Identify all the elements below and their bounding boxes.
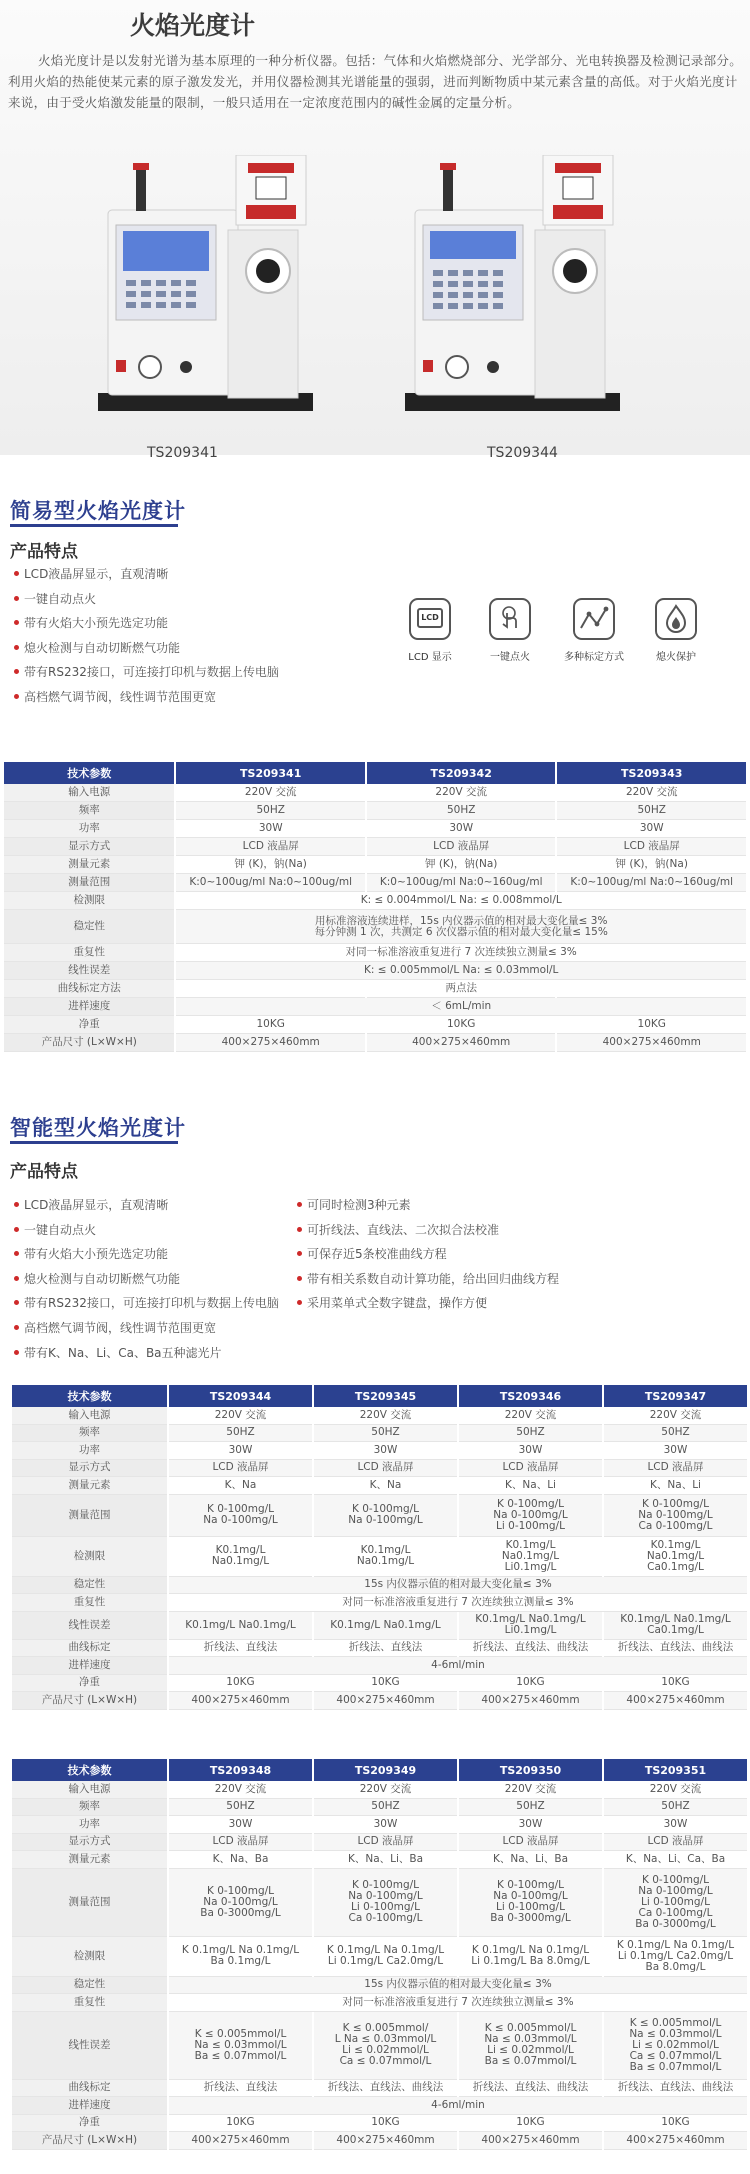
flame-icon xyxy=(655,598,697,640)
table-row xyxy=(12,1816,747,1834)
table-row-label: 频率 xyxy=(4,802,174,820)
table-row xyxy=(4,892,746,910)
table-cell: 220V 交流 xyxy=(314,1407,457,1425)
table-row xyxy=(4,944,746,962)
table-cell: 折线法、直线法、曲线法 xyxy=(314,2080,457,2098)
table-row xyxy=(12,2132,747,2150)
product-image-ts209341 xyxy=(88,155,328,425)
table-cell: 折线法、直线法、曲线法 xyxy=(459,1640,602,1658)
table-row-label: 测量范围 xyxy=(12,1869,167,1937)
table-cell: K、Na xyxy=(169,1477,312,1495)
table-cell: 折线法、直线法 xyxy=(314,1640,457,1658)
table-cell: 10KG xyxy=(604,2115,747,2133)
product-image-ts209344 xyxy=(395,155,635,425)
table-cell: 对同一标准溶液重复进行 7 次连续独立测量≤ 3% xyxy=(169,1594,747,1612)
feature-icon-flameout xyxy=(636,598,716,663)
table-row xyxy=(12,1460,747,1478)
product-label-1: TS209341 xyxy=(147,445,218,461)
table-cell: 50HZ xyxy=(169,1425,312,1443)
product-label-2: TS209344 xyxy=(487,445,558,461)
table-row xyxy=(12,1407,747,1425)
table-row-label: 重复性 xyxy=(12,1594,167,1612)
table-row-label: 线性误差 xyxy=(12,1612,167,1640)
table-row-label: 测量元素 xyxy=(12,1477,167,1495)
table-row-label: 显示方式 xyxy=(12,1460,167,1478)
intro-paragraph: 火焰光度计是以发射光谱为基本原理的一种分析仪器。包括：气体和火焰燃烧部分、光学部分、光电转换器及检测记录部分。利用火焰的热能使某元素的原子激发发光，并用仪器检测其光谱能量的强弱，进而判断物质中某元素含量的高低。对于火焰光度计来说，由于受火焰激发能量的限制，一般只适用在一定浓度范围内的碱性金属的定量分析。 xyxy=(8,53,743,110)
table-row-label: 显示方式 xyxy=(12,1834,167,1852)
table-cell: K 0-100mg/L Na 0-100mg/L Li 0-100mg/L xyxy=(459,1495,602,1537)
table-cell: 钾 (K)，钠(Na) xyxy=(557,856,746,874)
table-cell: 30W xyxy=(459,1816,602,1834)
table-row xyxy=(4,1034,746,1052)
table-row xyxy=(12,1577,747,1595)
feature-item: 带有火焰大小预先选定功能 xyxy=(12,1242,279,1267)
table-cell: LCD 液晶屏 xyxy=(169,1460,312,1478)
table-header-cell: TS209349 xyxy=(314,1759,457,1781)
table-cell: 50HZ xyxy=(459,1799,602,1817)
table-cell: 10KG xyxy=(604,1675,747,1693)
table-cell: 4-6ml/min xyxy=(169,2097,747,2115)
feature-item: 可保存近5条校准曲线方程 xyxy=(295,1242,559,1267)
table-cell: 400×275×460mm xyxy=(169,2132,312,2150)
table-cell: 10KG xyxy=(314,2115,457,2133)
table-row xyxy=(12,1869,747,1937)
table-header-cell: TS209347 xyxy=(604,1385,747,1407)
table-row xyxy=(4,910,746,944)
table-cell: 400×275×460mm xyxy=(169,1692,312,1710)
table-row-label: 净重 xyxy=(12,1675,167,1693)
table-row-label: 曲线标定 xyxy=(12,1640,167,1658)
feature-item: 熄火检测与自动切断燃气功能 xyxy=(12,636,279,661)
table-cell: K ≤ 0.005mmol/L Na ≤ 0.03mmol/L Ba ≤ 0.07mmol/L xyxy=(169,2012,312,2080)
table-row xyxy=(4,856,746,874)
table-cell: 10KG xyxy=(459,1675,602,1693)
table-cell: LCD 液晶屏 xyxy=(314,1460,457,1478)
table-cell: 10KG xyxy=(176,1016,365,1034)
table-row-label: 进样速度 xyxy=(12,2097,167,2115)
feature-item: 一键自动点火 xyxy=(12,587,279,612)
table-cell: 折线法、直线法、曲线法 xyxy=(459,2080,602,2098)
table-cell: 折线法、直线法 xyxy=(169,2080,312,2098)
feature-icon-ignite xyxy=(470,598,550,663)
table-cell: 400×275×460mm xyxy=(459,2132,602,2150)
table-cell: K:0~100ug/ml Na:0~160ug/ml xyxy=(557,874,746,892)
table-cell: 4-6ml/min xyxy=(169,1657,747,1675)
table-cell: K ≤ 0.005mmol/L Na ≤ 0.03mmol/L Li ≤ 0.02mmol/L Ca ≤ 0.07mmol/L Ba ≤ 0.07mmol/L xyxy=(604,2012,747,2080)
table-row-label: 检测限 xyxy=(12,1537,167,1577)
table-header-cell: TS209348 xyxy=(169,1759,312,1781)
table-cell: 50HZ xyxy=(557,802,746,820)
table-header-cell: TS209343 xyxy=(557,762,746,784)
feature-item: 带有火焰大小预先选定功能 xyxy=(12,611,279,636)
table-row xyxy=(4,980,746,998)
table-header-cell: TS209345 xyxy=(314,1385,457,1407)
page-title: 火焰光度计 xyxy=(130,11,256,40)
table-cell: K: ≤ 0.004mmol/L Na: ≤ 0.008mmol/L xyxy=(176,892,746,910)
intro-section xyxy=(0,0,750,461)
table-row-label: 频率 xyxy=(12,1799,167,1817)
table-cell: LCD 液晶屏 xyxy=(459,1460,602,1478)
table-cell: K0.1mg/L Na0.1mg/L Li0.1mg/L xyxy=(459,1537,602,1577)
table-row xyxy=(12,1675,747,1693)
table-cell: K: ≤ 0.005mmol/L Na: ≤ 0.03mmol/L xyxy=(176,962,746,980)
table-header-cell: 技术参数 xyxy=(12,1759,167,1781)
table-row-label: 产品尺寸 (L×W×H) xyxy=(4,1034,174,1052)
table-cell: 50HZ xyxy=(604,1799,747,1817)
feature-icon-calibration xyxy=(554,598,634,663)
table-cell: 50HZ xyxy=(604,1425,747,1443)
table-cell: K、Na、Li、Ba xyxy=(314,1851,457,1869)
table-cell: K0.1mg/L Na0.1mg/L Ca0.1mg/L xyxy=(604,1612,747,1640)
table-header-cell: TS209344 xyxy=(169,1385,312,1407)
table-cell: 10KG xyxy=(459,2115,602,2133)
table-row xyxy=(12,1612,747,1640)
table-header-cell: TS209351 xyxy=(604,1759,747,1781)
table-cell: 对同一标准溶液重复进行 7 次连续独立测量≤ 3% xyxy=(176,944,746,962)
table-row xyxy=(12,1477,747,1495)
table-cell: K 0.1mg/L Na 0.1mg/L Li 0.1mg/L Ca2.0mg/L xyxy=(314,1937,457,1977)
table-row xyxy=(12,2115,747,2133)
table-row-label: 产品尺寸 (L×W×H) xyxy=(12,1692,167,1710)
table-row-label: 功率 xyxy=(12,1442,167,1460)
table-cell: LCD 液晶屏 xyxy=(169,1834,312,1852)
table-header-cell: TS209341 xyxy=(176,762,365,784)
table-row xyxy=(12,1657,747,1675)
table-cell: 30W xyxy=(604,1442,747,1460)
table-cell: K ≤ 0.005mmol/L Na ≤ 0.03mmol/L Li ≤ 0.02mmol/L Ba ≤ 0.07mmol/L xyxy=(459,2012,602,2080)
table-row-label: 重复性 xyxy=(12,1994,167,2012)
icon-label: LCD 显示 xyxy=(408,652,452,663)
table-row-label: 进样速度 xyxy=(4,998,174,1016)
table-cell: 10KG xyxy=(169,2115,312,2133)
table-row xyxy=(4,784,746,802)
table-cell: 220V 交流 xyxy=(557,784,746,802)
feature-item: 带有RS232接口，可连接打印机与数据上传电脑 xyxy=(12,1291,279,1316)
table-cell: 400×275×460mm xyxy=(314,2132,457,2150)
table-cell: 折线法、直线法、曲线法 xyxy=(604,2080,747,2098)
table-cell: K:0~100ug/ml Na:0~100ug/ml xyxy=(176,874,365,892)
table-cell: 对同一标准溶液重复进行 7 次连续独立测量≤ 3% xyxy=(169,1994,747,2012)
table-row xyxy=(4,820,746,838)
table-cell: 30W xyxy=(169,1442,312,1460)
feature-item: 熄火检测与自动切断燃气功能 xyxy=(12,1267,279,1292)
table-row-label: 稳定性 xyxy=(12,1577,167,1595)
table-cell: K 0-100mg/L Na 0-100mg/L xyxy=(169,1495,312,1537)
table-row-label: 检测限 xyxy=(4,892,174,910)
table-cell: 220V 交流 xyxy=(169,1407,312,1425)
table-cell: 10KG xyxy=(169,1675,312,1693)
table-row-label: 输入电源 xyxy=(4,784,174,802)
spec-table-simple xyxy=(2,762,748,1052)
table-row-label: 稳定性 xyxy=(4,910,174,944)
table-cell: 30W xyxy=(314,1816,457,1834)
table-cell: K ≤ 0.005mmol/ L Na ≤ 0.03mmol/L Li ≤ 0.02mmol/L Ca ≤ 0.07mmol/L xyxy=(314,2012,457,2080)
table-cell: 15s 内仪器示值的相对最大变化量≤ 3% xyxy=(169,1977,747,1995)
table-cell: K 0-100mg/L Na 0-100mg/L Li 0-100mg/L Ca 0-100mg/L Ba 0-3000mg/L xyxy=(604,1869,747,1937)
table-cell: K:0~100ug/ml Na:0~160ug/ml xyxy=(367,874,556,892)
table-row-label: 测量元素 xyxy=(4,856,174,874)
table-row-label: 检测限 xyxy=(12,1937,167,1977)
table-cell: ＜ 6mL/min xyxy=(176,998,746,1016)
table-cell: 400×275×460mm xyxy=(367,1034,556,1052)
table-row-label: 测量元素 xyxy=(12,1851,167,1869)
table-row-label: 输入电源 xyxy=(12,1781,167,1799)
table-cell: K 0-100mg/L Na 0-100mg/L Li 0-100mg/L Ca 0-100mg/L xyxy=(314,1869,457,1937)
table-cell: 220V 交流 xyxy=(367,784,556,802)
table-row xyxy=(12,1799,747,1817)
table-row-label: 线性误差 xyxy=(4,962,174,980)
table-cell: 30W xyxy=(169,1816,312,1834)
table-cell: 折线法、直线法、曲线法 xyxy=(604,1640,747,1658)
table-cell: K、Na、Li xyxy=(459,1477,602,1495)
table-cell: LCD 液晶屏 xyxy=(604,1460,747,1478)
icon-label: 一键点火 xyxy=(490,652,530,663)
table-cell: 30W xyxy=(176,820,365,838)
table-row xyxy=(12,1851,747,1869)
table-cell: 10KG xyxy=(314,1675,457,1693)
features-title: 产品特点 xyxy=(10,1162,78,1182)
icon-label: 多种标定方式 xyxy=(564,652,624,663)
table-cell: 220V 交流 xyxy=(459,1407,602,1425)
table-header-cell: TS209346 xyxy=(459,1385,602,1407)
table-cell: LCD 液晶屏 xyxy=(459,1834,602,1852)
section-title-simple: 简易型火焰光度计 xyxy=(10,499,186,523)
section-underline xyxy=(10,524,178,527)
table-cell: 50HZ xyxy=(459,1425,602,1443)
table-row xyxy=(12,1442,747,1460)
table-cell: 220V 交流 xyxy=(169,1781,312,1799)
table-cell: 400×275×460mm xyxy=(176,1034,365,1052)
table-cell: K、Na、Li、Ca、Ba xyxy=(604,1851,747,1869)
table-row-label: 显示方式 xyxy=(4,838,174,856)
table-cell: 钾 (K)，钠(Na) xyxy=(176,856,365,874)
table-cell: 30W xyxy=(459,1442,602,1460)
feature-item: 带有K、Na、Li、Ca、Ba五种滤光片 xyxy=(12,1341,279,1366)
table-header-row xyxy=(12,1759,747,1781)
table-cell: K、Na xyxy=(314,1477,457,1495)
table-row xyxy=(12,2080,747,2098)
table-row xyxy=(12,1781,747,1799)
table-cell: 30W xyxy=(557,820,746,838)
table-cell: 220V 交流 xyxy=(604,1407,747,1425)
table-cell: K 0-100mg/L Na 0-100mg/L xyxy=(314,1495,457,1537)
feature-item: 高档燃气调节阀，线性调节范围更宽 xyxy=(12,685,279,710)
table-cell: 10KG xyxy=(367,1016,556,1034)
table-cell: K、Na、Li xyxy=(604,1477,747,1495)
table-header-cell: TS209342 xyxy=(367,762,556,784)
table-cell: 400×275×460mm xyxy=(604,2132,747,2150)
table-cell: 10KG xyxy=(557,1016,746,1034)
table-cell: K0.1mg/L Na0.1mg/L xyxy=(314,1537,457,1577)
features-title: 产品特点 xyxy=(10,542,78,562)
table-cell: 50HZ xyxy=(169,1799,312,1817)
table-cell: K0.1mg/L Na0.1mg/L xyxy=(169,1612,312,1640)
table-row-label: 频率 xyxy=(12,1425,167,1443)
table-row xyxy=(4,962,746,980)
table-header-row xyxy=(12,1385,747,1407)
table-row xyxy=(12,1594,747,1612)
table-cell: K 0.1mg/L Na 0.1mg/L Li 0.1mg/L Ba 8.0mg/L xyxy=(459,1937,602,1977)
table-cell: K0.1mg/L Na0.1mg/L Li0.1mg/L xyxy=(459,1612,602,1640)
section-title-smart: 智能型火焰光度计 xyxy=(10,1116,186,1140)
table-cell: 30W xyxy=(604,1816,747,1834)
touch-icon xyxy=(489,598,531,640)
table-row-label: 稳定性 xyxy=(12,1977,167,1995)
table-cell: 400×275×460mm xyxy=(314,1692,457,1710)
feature-item: LCD液晶屏显示，直观清晰 xyxy=(12,1193,279,1218)
table-cell: 30W xyxy=(367,820,556,838)
table-cell: K、Na、Ba xyxy=(169,1851,312,1869)
table-row xyxy=(12,1537,747,1577)
spec-table-smart-1 xyxy=(10,1385,749,1710)
table-row-label: 产品尺寸 (L×W×H) xyxy=(12,2132,167,2150)
feature-icons xyxy=(390,598,730,668)
table-cell: LCD 液晶屏 xyxy=(557,838,746,856)
table-cell: 15s 内仪器示值的相对最大变化量≤ 3% xyxy=(169,1577,747,1595)
table-cell: 50HZ xyxy=(176,802,365,820)
feature-item: 带有RS232接口，可连接打印机与数据上传电脑 xyxy=(12,660,279,685)
table-row xyxy=(4,802,746,820)
table-cell: K 0.1mg/L Na 0.1mg/L Li 0.1mg/L Ca2.0mg/L Ba 8.0mg/L xyxy=(604,1937,747,1977)
smart-feature-list-left xyxy=(12,1193,279,1365)
table-row xyxy=(12,2097,747,2115)
table-cell: 400×275×460mm xyxy=(459,1692,602,1710)
table-row xyxy=(12,1834,747,1852)
table-cell: 220V 交流 xyxy=(176,784,365,802)
table-cell: 折线法、直线法 xyxy=(169,1640,312,1658)
spec-table-smart-2 xyxy=(10,1759,749,2150)
table-cell: K0.1mg/L Na0.1mg/L Ca0.1mg/L xyxy=(604,1537,747,1577)
table-cell: 50HZ xyxy=(314,1425,457,1443)
table-cell: K 0.1mg/L Na 0.1mg/L Ba 0.1mg/L xyxy=(169,1937,312,1977)
table-row xyxy=(4,838,746,856)
table-cell: LCD 液晶屏 xyxy=(176,838,365,856)
table-row xyxy=(12,1495,747,1537)
table-cell: 220V 交流 xyxy=(314,1781,457,1799)
table-row xyxy=(12,1640,747,1658)
table-cell: K0.1mg/L Na0.1mg/L xyxy=(314,1612,457,1640)
table-row xyxy=(12,1977,747,1995)
feature-item: 一键自动点火 xyxy=(12,1218,279,1243)
table-cell: K、Na、Li、Ba xyxy=(459,1851,602,1869)
table-cell: 钾 (K)，钠(Na) xyxy=(367,856,556,874)
table-row-label: 功率 xyxy=(12,1816,167,1834)
lcd-icon: LCD xyxy=(409,598,451,640)
section-underline xyxy=(10,1141,178,1144)
feature-item: 带有相关系数自动计算功能，给出回归曲线方程 xyxy=(295,1267,559,1292)
table-row-label: 功率 xyxy=(4,820,174,838)
table-cell: LCD 液晶屏 xyxy=(604,1834,747,1852)
table-cell xyxy=(176,980,365,998)
feature-item: 可同时检测3种元素 xyxy=(295,1193,559,1218)
table-row-label: 曲线标定 xyxy=(12,2080,167,2098)
table-cell: 220V 交流 xyxy=(604,1781,747,1799)
feature-icon-lcd xyxy=(390,598,470,663)
table-row-label: 测量范围 xyxy=(4,874,174,892)
table-header-cell: 技术参数 xyxy=(4,762,174,784)
simple-feature-list xyxy=(12,562,279,710)
table-cell: 400×275×460mm xyxy=(557,1034,746,1052)
table-row-label: 输入电源 xyxy=(12,1407,167,1425)
feature-item: 高档燃气调节阀，线性调节范围更宽 xyxy=(12,1316,279,1341)
table-row-label: 净重 xyxy=(12,2115,167,2133)
table-cell: K 0-100mg/L Na 0-100mg/L Ca 0-100mg/L xyxy=(604,1495,747,1537)
table-header-row xyxy=(4,762,746,784)
table-row xyxy=(12,2012,747,2080)
table-row-label: 净重 xyxy=(4,1016,174,1034)
smart-feature-list-right xyxy=(295,1193,559,1316)
table-cell: K 0-100mg/L Na 0-100mg/L Ba 0-3000mg/L xyxy=(169,1869,312,1937)
feature-item: LCD液晶屏显示，直观清晰 xyxy=(12,562,279,587)
table-cell: 两点法 xyxy=(367,980,556,998)
table-cell: 220V 交流 xyxy=(459,1781,602,1799)
table-row xyxy=(4,874,746,892)
table-cell: K 0-100mg/L Na 0-100mg/L Li 0-100mg/L Ba 0-3000mg/L xyxy=(459,1869,602,1937)
table-row-label: 测量范围 xyxy=(12,1495,167,1537)
feature-item: 可折线法、直线法、二次拟合法校准 xyxy=(295,1218,559,1243)
table-cell: K0.1mg/L Na0.1mg/L xyxy=(169,1537,312,1577)
table-row-label: 重复性 xyxy=(4,944,174,962)
table-cell: 用标准溶液连续进样，15s 内仪器示值的相对最大变化量≤ 3% 每分钟测 1 次，共测定 6 次仪器示值的相对最大变化量≤ 15% xyxy=(176,910,746,944)
table-cell: 30W xyxy=(314,1442,457,1460)
table-header-cell: TS209350 xyxy=(459,1759,602,1781)
table-cell: 50HZ xyxy=(367,802,556,820)
table-row xyxy=(12,1994,747,2012)
table-cell: LCD 液晶屏 xyxy=(314,1834,457,1852)
table-row-label: 曲线标定方法 xyxy=(4,980,174,998)
table-row xyxy=(12,1425,747,1443)
table-cell xyxy=(557,980,746,998)
table-row xyxy=(12,1937,747,1977)
table-cell: 50HZ xyxy=(314,1799,457,1817)
table-row-label: 进样速度 xyxy=(12,1657,167,1675)
icon-label: 熄火保护 xyxy=(656,652,696,663)
table-header-cell: 技术参数 xyxy=(12,1385,167,1407)
table-row xyxy=(12,1692,747,1710)
table-cell: 400×275×460mm xyxy=(604,1692,747,1710)
curve-icon xyxy=(573,598,615,640)
table-row xyxy=(4,1016,746,1034)
table-cell: LCD 液晶屏 xyxy=(367,838,556,856)
feature-item: 采用菜单式全数字键盘，操作方便 xyxy=(295,1291,559,1316)
table-row-label: 线性误差 xyxy=(12,2012,167,2080)
table-row xyxy=(4,998,746,1016)
